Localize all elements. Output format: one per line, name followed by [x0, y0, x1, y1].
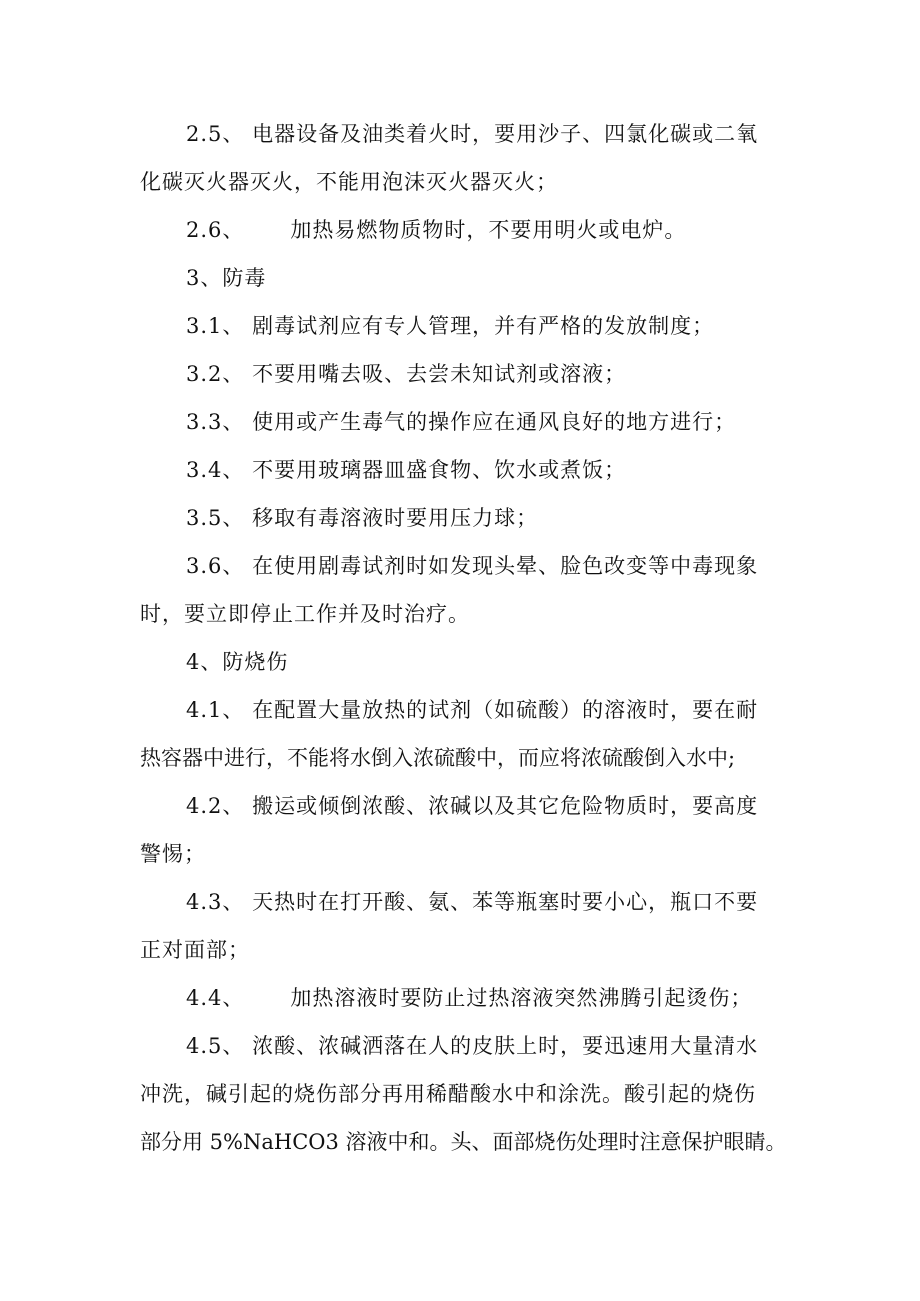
text-line: 3.5、 移取有毒溶液时要用压力球； [186, 506, 539, 530]
text-line: 3.3、 使用或产生毒气的操作应在通风良好的地方进行； [186, 410, 737, 434]
paragraph-3-1 [140, 302, 790, 350]
text-line: 4.1、 在配置大量放热的试剂（如硫酸）的溶液时，要在耐 [186, 698, 759, 722]
paragraph-2-5 [140, 110, 790, 206]
text-line: 4.2、 搬运或倾倒浓酸、浓碱以及其它危险物质时，要高度 [186, 794, 759, 818]
paragraph-2-6 [140, 206, 790, 254]
section-heading-4 [140, 638, 790, 686]
text-line: 4.3、 天热时在打开酸、氨、苯等瓶塞时要小心，瓶口不要 [186, 890, 759, 914]
text-line: 3.2、 不要用嘴去吸、去尝未知试剂或溶液； [186, 362, 627, 386]
item-text: 加热易燃物质物时，不要用明火或电炉。 [290, 218, 687, 242]
item-number: 4.4、 [186, 986, 245, 1010]
text-line [140, 974, 790, 1022]
text-line: 3.1、 剧毒试剂应有专人管理，并有严格的发放制度； [186, 314, 715, 338]
text-line: 冲洗，碱引起的烧伤部分再用稀醋酸水中和涂洗。酸引起的烧伤 [140, 1082, 756, 1106]
heading-text: 3、防毒 [186, 266, 267, 290]
text-line: 时，要立即停止工作并及时治疗。 [140, 602, 470, 626]
text-line: 警惕； [140, 842, 206, 866]
paragraph-4-3 [140, 878, 790, 974]
paragraph-4-1 [140, 686, 790, 782]
paragraph-4-4 [140, 974, 790, 1022]
item-text: 加热溶液时要防止过热溶液突然沸腾引起烫伤； [290, 986, 753, 1010]
paragraph-3-5 [140, 494, 790, 542]
text-line: 3.6、 在使用剧毒试剂时如发现头晕、脸色改变等中毒现象 [186, 554, 759, 578]
paragraph-4-2 [140, 782, 790, 878]
paragraph-4-5 [140, 1022, 790, 1166]
paragraph-3-6 [140, 542, 790, 638]
text-line: 3.4、 不要用玻璃器皿盛食物、饮水或煮饭； [186, 458, 627, 482]
section-heading-3 [140, 254, 790, 302]
paragraph-3-4 [140, 446, 790, 494]
paragraph-3-3 [140, 398, 790, 446]
text-line: 部分用 5%NaHCO3 溶液中和。头、面部烧伤处理时注意保护眼睛。 [140, 1130, 787, 1154]
text-line: 热容器中进行，不能将水倒入浓硫酸中，而应将浓硫酸倒入水中; [140, 746, 736, 770]
text-line: 4.5、 浓酸、浓碱洒落在人的皮肤上时，要迅速用大量清水 [186, 1034, 759, 1058]
text-line: 正对面部； [140, 938, 250, 962]
paragraph-3-2 [140, 350, 790, 398]
item-number: 2.6、 [186, 218, 245, 242]
text-line [140, 206, 790, 254]
text-line: 2.5、 电器设备及油类着火时，要用沙子、四氯化碳或二氧 [186, 122, 759, 146]
heading-text: 4、防烧伤 [186, 650, 289, 674]
text-line: 化碳灭火器灭火，不能用泡沫灭火器灭火； [140, 170, 558, 194]
